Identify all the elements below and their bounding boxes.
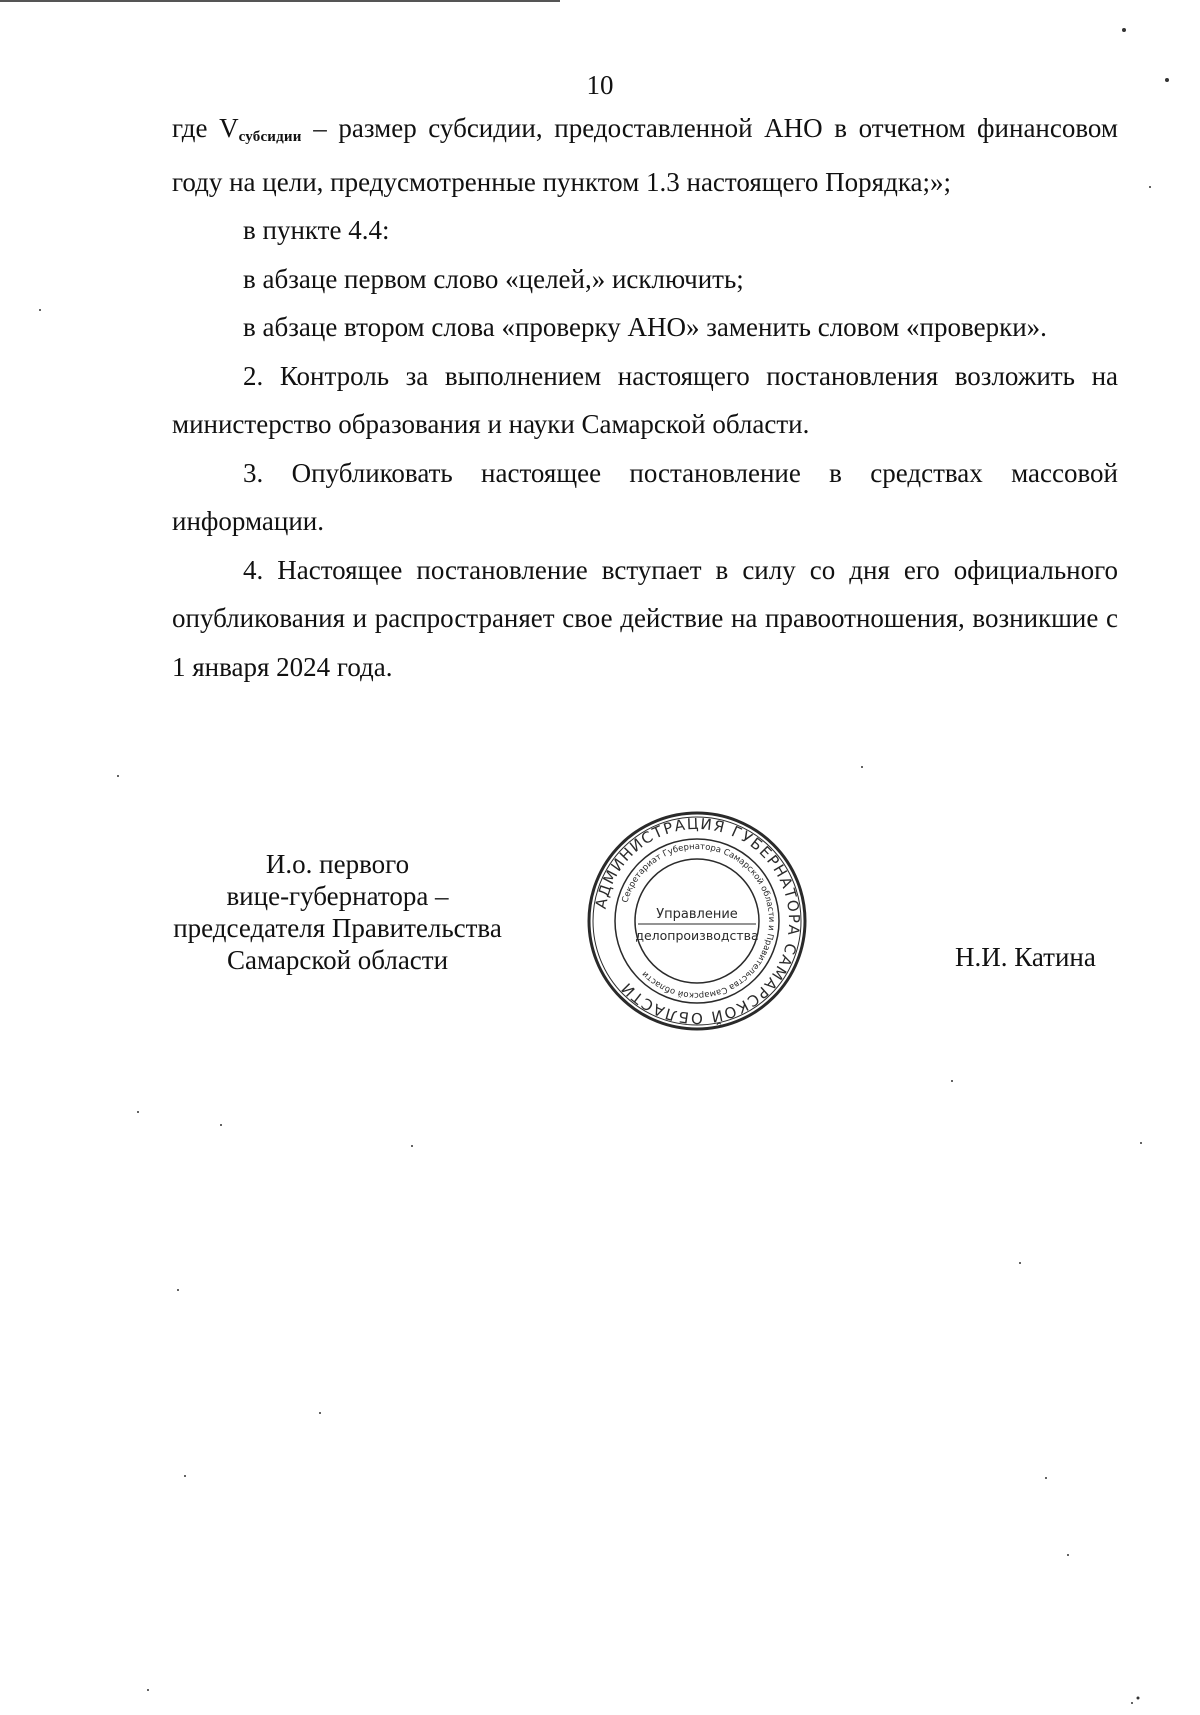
formula-note-text: – размер субсидии, предоставленной АНО в отчетном финансовом году на цели, предусмотренные пунктом 1.3 настоящего Порядка;»; [172,113,1119,197]
signatory-name: Н.И. Катина [955,942,1096,972]
signatory-title-line: Самарской области [226,945,449,975]
formula-subscript: субсидии [238,129,302,145]
paragraph-abzac-first: в абзаце первом слово «целей,» исключить; [243,263,744,294]
seal-outer-text-path: АДМИНИСТРАЦИЯ ГУБЕРНАТОРА САМАРСКОЙ ОБЛАСТИ [591,814,804,1028]
signatory-title-line: вице-губернатора – [226,881,449,911]
paragraph-item-2: 2. Контроль за выполнением настоящего постановления возложить на министерство образования и науки Самарской области. [172,360,1118,439]
paragraph-abzac-second: в абзаце втором слова «проверку АНО» заменить словом «проверки». [243,312,1047,342]
top-scan-edge [0,0,560,2]
signatory-title [160,848,515,976]
paragraph-formula-note [172,104,1118,206]
seal-center-line-2: делопроизводства [635,928,759,943]
document-body [172,104,1118,691]
paragraph-clause-4-4: в пункте 4.4: [243,215,390,245]
official-seal-stamp [586,810,808,1032]
signatory-title-line: И.о. первого [265,849,410,879]
page-number: 10 [586,70,614,100]
paragraph-item-3: 3. Опубликовать настоящее постановление в средствах массовой информации. [172,457,1118,536]
seal-center-line-1: Управление [656,907,738,922]
formula-variable: где V [172,113,239,143]
signatory-title-line: председателя Правительства [173,913,502,943]
seal-inner-text-path: Секретариат Губернатора Самарской области и Правительства Самарской области [620,841,777,1001]
paragraph-item-4: 4. Настоящее постановление вступает в силу со дня его официального опубликования и распространяет свое действие на правоотношения, возникшие с 1 января 2024 года. [172,554,1118,682]
